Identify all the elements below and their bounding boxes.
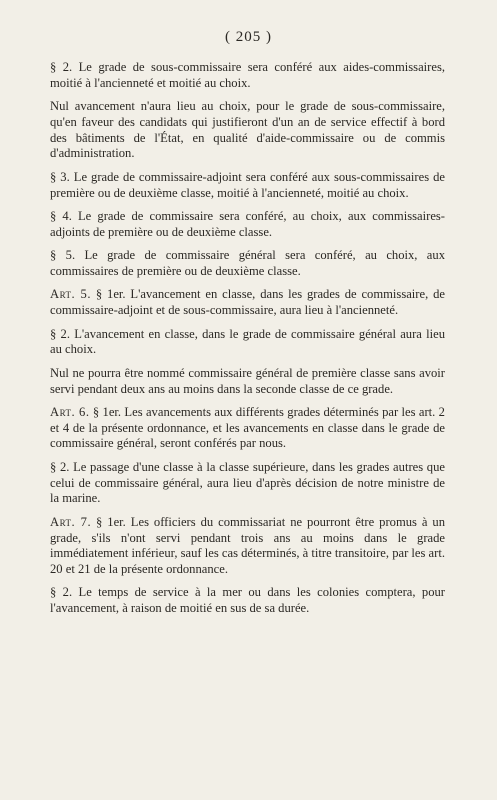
section-label: § 1er. <box>95 287 126 302</box>
page-body <box>50 60 445 625</box>
paragraph-p5 <box>50 248 445 279</box>
paragraph-text: Nul ne pourra être nommé commissaire général de première classe sans avoir servi pendant deux ans au moins dans la seconde classe de ce grade. <box>50 365 445 396</box>
paragraph-p7 <box>50 327 445 358</box>
article-label: Art. 7. <box>50 514 92 529</box>
article-label: Art. 5. <box>50 287 92 302</box>
paragraph-text: Nul avancement n'aura lieu au choix, pour le grade de sous-commissaire, qu'en faveur des candidats qui justifieront d'un an de service effectif à bord des bâtiments de l'État, en qualité d'aide-commissaire ou de commis d'administration. <box>50 99 445 161</box>
paragraph-text: Les avancements aux différents grades déterminés par les art. 2 et 4 de la présente ordonnance, et les avancements en classe dans le grade de commissaire général, seront conférés par nous. <box>50 405 445 451</box>
paragraph-p9 <box>50 405 445 452</box>
paragraph-text: § 2. L'avancement en classe, dans le grade de commissaire général aura lieu au choix. <box>50 326 445 357</box>
section-label: § 1er. <box>96 514 126 529</box>
paragraph-text: § 2. Le grade de sous-commissaire sera conféré aux aides-commissaires, moitié à l'ancienneté et moitié au choix. <box>50 60 445 90</box>
page-number: ( 205 ) <box>225 29 272 45</box>
paragraph-p3 <box>50 170 445 201</box>
paragraph-p10 <box>50 460 445 507</box>
paragraph-p6 <box>50 287 445 318</box>
paragraph-p12 <box>50 585 445 616</box>
paragraph-p2 <box>50 99 445 162</box>
paragraph-p1 <box>50 60 445 91</box>
paragraph-text: § 2. Le temps de service à la mer ou dans les colonies comptera, pour l'avancement, à raison de moitié en sus de sa durée. <box>50 585 445 616</box>
paragraph-text: § 5. Le grade de commissaire général sera conféré, au choix, aux commissaires de première ou de deuxième classe. <box>50 248 445 278</box>
paragraph-p8 <box>50 366 445 397</box>
section-label: § 1er. <box>92 405 122 420</box>
article-label: Art. 6. <box>50 405 90 420</box>
paragraph-text: § 4. Le grade de commissaire sera conféré, au choix, aux commissaires-adjoints de première ou de deuxième classe. <box>50 209 445 239</box>
paragraph-p4 <box>50 209 445 240</box>
paragraph-text: Les officiers du commissariat ne pourront être promus à un grade, s'ils n'ont servi pendant trois ans au moins dans le grade immédiatement inférieur, sauf les cas déterminés, à titre transitoire, par les art. 20 et 21 de la présente ordonnance. <box>50 514 445 576</box>
paragraph-text: L'avancement en classe, dans les grades de commissaire, de commissaire-adjoint et de sous-commissaire, aura lieu à l'ancienneté. <box>50 287 445 318</box>
paragraph-text: § 3. Le grade de commissaire-adjoint sera conféré aux sous-commissaires de première ou de deuxième classe, moitié à l'ancienneté, moitié au choix. <box>50 169 445 200</box>
paragraph-p11 <box>50 515 445 578</box>
paragraph-text: § 2. Le passage d'une classe à la classe supérieure, dans les grades autres que celui de commissaire général, aura lieu d'après décision de notre ministre de la marine. <box>50 459 445 506</box>
